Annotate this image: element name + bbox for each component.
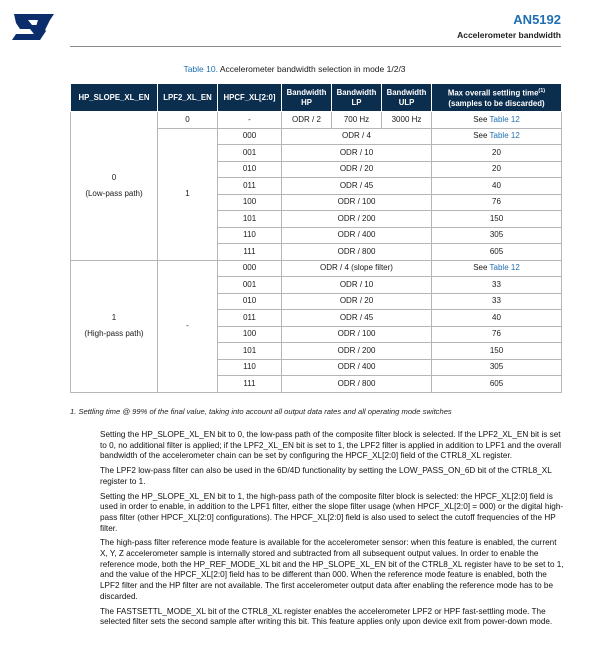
footnote-ref: (1) (538, 88, 546, 95)
cell-hpcf: 101 (218, 343, 282, 360)
cell-settling-time: 20 (432, 161, 562, 178)
table-header-row (71, 84, 562, 112)
cell-hpcf: 001 (218, 145, 282, 162)
cell-settling-time: 76 (432, 194, 562, 211)
col-header-bw-hp: Bandwidth HP (282, 84, 332, 112)
table-12-link[interactable]: Table 12 (489, 263, 520, 273)
cell-settling-time: 605 (432, 376, 562, 393)
cell-hpcf: 101 (218, 211, 282, 228)
cell-bandwidth: ODR / 200 (282, 211, 432, 228)
cell-hpcf: 010 (218, 293, 282, 310)
settling-prefix: See (473, 131, 488, 141)
cell-bandwidth: ODR / 45 (282, 310, 432, 327)
cell-hpcf: 000 (218, 260, 282, 277)
cell-settling-time: 40 (432, 310, 562, 327)
table-row (71, 112, 562, 129)
cell-bandwidth: ODR / 800 (282, 376, 432, 393)
hp-slope-path-desc: (Low-pass path) (85, 188, 143, 198)
cell-hpcf: 011 (218, 178, 282, 195)
cell-lpf2: - (158, 260, 218, 392)
table-number: Table 10. (183, 64, 218, 74)
cell-settling-time: 33 (432, 293, 562, 310)
cell-settling-time (432, 112, 562, 129)
col-header-lpf2: LPF2_XL_EN (158, 84, 218, 112)
settling-prefix: See (473, 114, 488, 124)
cell-settling-time: 33 (432, 277, 562, 294)
cell-bandwidth: ODR / 20 (282, 161, 432, 178)
cell-hpcf: 111 (218, 376, 282, 393)
cell-lpf2: 1 (158, 128, 218, 260)
cell-bw-lp: 700 Hz (332, 112, 382, 129)
cell-bandwidth: ODR / 100 (282, 326, 432, 343)
table-footnote: 1. Settling time @ 99% of the final value, taking into account all output data rates and all operating mode switches (70, 407, 452, 416)
cell-settling-time: 150 (432, 343, 562, 360)
cell-hpcf: 111 (218, 244, 282, 261)
bandwidth-table (70, 83, 562, 393)
document-id: AN5192 (513, 12, 561, 27)
cell-bandwidth: ODR / 800 (282, 244, 432, 261)
cell-hp-slope-value (71, 112, 158, 261)
settling-prefix: See (473, 263, 488, 273)
cell-hpcf: 110 (218, 359, 282, 376)
col-header-bw-lp: Bandwidth LP (332, 84, 382, 112)
cell-hpcf: 001 (218, 277, 282, 294)
cell-hpcf: 110 (218, 227, 282, 244)
cell-bandwidth: ODR / 400 (282, 359, 432, 376)
cell-bandwidth: ODR / 100 (282, 194, 432, 211)
cell-hpcf: 011 (218, 310, 282, 327)
cell-bandwidth: ODR / 20 (282, 293, 432, 310)
cell-settling-time: 605 (432, 244, 562, 261)
table-title: Accelerometer bandwidth selection in mode 1/2/3 (219, 64, 406, 74)
settling-header-sub: (samples to be discarded) (448, 98, 545, 108)
hp-slope-value: 0 (111, 172, 117, 182)
cell-bw-hp: ODR / 2 (282, 112, 332, 129)
col-header-hp-slope: HP_SLOPE_XL_EN (71, 84, 158, 112)
cell-bandwidth: ODR / 200 (282, 343, 432, 360)
cell-settling-time: 40 (432, 178, 562, 195)
table-caption (0, 64, 589, 74)
hp-slope-path-desc: (High-pass path) (84, 329, 144, 338)
cell-settling-time: 150 (432, 211, 562, 228)
document-section-title: Accelerometer bandwidth (457, 30, 561, 40)
cell-bandwidth: ODR / 45 (282, 178, 432, 195)
cell-bandwidth: ODR / 4 (slope filter) (282, 260, 432, 277)
cell-lpf2: 0 (158, 112, 218, 129)
paragraph: The FASTSETTL_MODE_XL bit of the CTRL8_XL register enables the accelerometer LPF2 or HPF fast-settling mode. The selected filter sets the second sample after writing this bit. This feature applies only upon device exit from power-down mode. (100, 606, 553, 627)
cell-settling-time: 305 (432, 359, 562, 376)
cell-bandwidth: ODR / 400 (282, 227, 432, 244)
settling-header-text: Max overall settling time (447, 88, 539, 98)
paragraph: Setting the HP_SLOPE_XL_EN bit to 0, the low-pass path of the composite filter block is selected. If the LPF2_XL_EN bit is set to 0, no additional filter is applied; if the LPF2_XL_EN bit is set to 1, the LPF2 filter is applied in addition to LPF1 and the overall bandwidth of the accelerometer chain can be set by configuring the HPCF_XL[2:0] field of the CTRL8_XL register. (100, 430, 562, 461)
col-header-hpcf: HPCF_XL[2:0] (218, 84, 282, 112)
header-divider (70, 46, 561, 47)
cell-hpcf: - (218, 112, 282, 129)
hp-slope-value: 1 (111, 313, 117, 322)
cell-bw-ulp: 3000 Hz (382, 112, 432, 129)
col-header-bw-ulp: Bandwidth ULP (382, 84, 432, 112)
table-12-link[interactable]: Table 12 (489, 114, 520, 124)
table-12-link[interactable]: Table 12 (489, 131, 520, 141)
paragraph: The LPF2 low-pass filter can also be used in the 6D/4D functionality by setting the LOW_PASS_ON_6D bit of the CTRL8_XL register to 1. (100, 466, 552, 486)
cell-settling-time (432, 128, 562, 145)
cell-hpcf: 100 (218, 194, 282, 211)
col-header-settling (432, 84, 562, 112)
cell-bandwidth: ODR / 10 (282, 277, 432, 294)
table-row (71, 260, 562, 277)
cell-hp-slope-value (71, 260, 158, 392)
cell-settling-time: 76 (432, 326, 562, 343)
st-logo (10, 12, 56, 42)
cell-hpcf: 010 (218, 161, 282, 178)
cell-settling-time: 20 (432, 145, 562, 162)
cell-hpcf: 100 (218, 326, 282, 343)
cell-bandwidth: ODR / 4 (282, 128, 432, 145)
cell-settling-time (432, 260, 562, 277)
cell-hpcf: 000 (218, 128, 282, 145)
cell-settling-time: 305 (432, 227, 562, 244)
paragraph: Setting the HP_SLOPE_XL_EN bit to 1, the high-pass path of the composite filter block is selected: the HPCF_XL[2:0] field is used in order to enable, in addition to the LPF1 filter, either the slope filter usage (when HPCF_XL[2:0] = 000) or the digital high-pass filter (other HPCF_XL[2:0] configurations). The HPCF_XL[2:0] field is also used to select the cutoff frequencies of the HP filter. (100, 491, 564, 533)
body-text (100, 430, 566, 632)
cell-bandwidth: ODR / 10 (282, 145, 432, 162)
paragraph: The high-pass filter reference mode feature is available for the accelerometer sensor: when this feature is enabled, the current X, Y, Z accelerometer sample is internally stored and subtracted from all subsequent output values. In order to enable the reference mode, both the HP_REF_MODE_XL bit and the HP_SLOPE_XL_EN bit of the CTRL8_XL register have to be set to 1, and the value of the HPCF_XL[2:0] field has to be different than 000. When the reference mode feature is enabled, both the LPF2 filter and the HP filter are not available. The first accelerometer output data after enabling the reference mode has to be discarded. (100, 538, 564, 601)
